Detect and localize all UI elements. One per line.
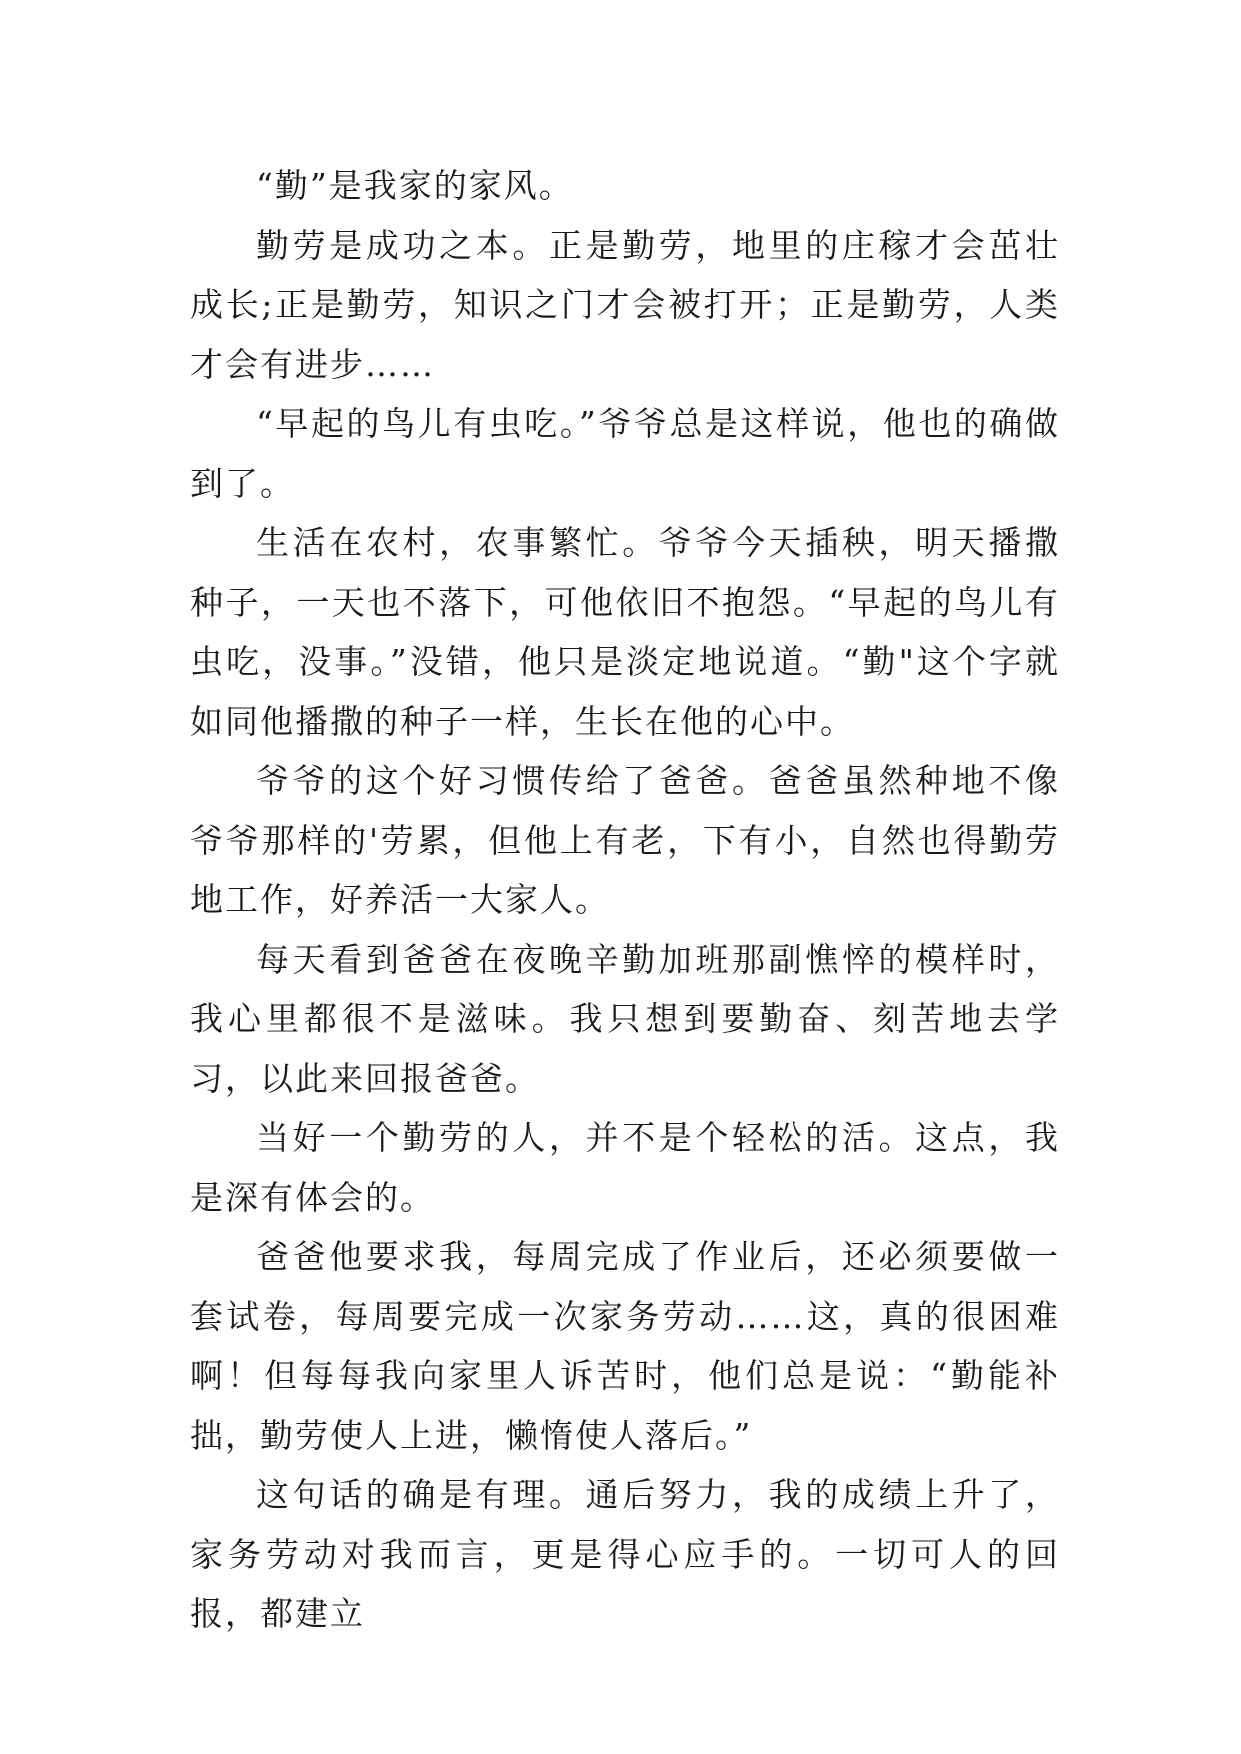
paragraph-9: 这句话的确是有理。通后努力，我的成绩上升了，家务劳动对我而言，更是得心应手的。一切可人的回报，都建立 [190,1475,1060,1633]
paragraph-6: 每天看到爸爸在夜晚辛勤加班那副憔悴的模样时，我心里都很不是滋味。我只想到要勤奋、刻苦地去学习，以此来回报爸爸。 [190,939,1060,1098]
paragraph-8: 爸爸他要求我，每周完成了作业后，还必须要做一套试卷，每周要完成一次家务劳动……这，真的很困难啊！但每每我向家里人诉苦时，他们总是说：“勤能补拙，勤劳使人上进，懒惰使人落后。” [190,1237,1060,1455]
paragraph-1: “勤”是我家的家风。 [256,166,574,205]
paragraph-3: “早起的鸟儿有虫吃。”爷爷总是这样说，他也的确做到了。 [190,404,1060,503]
paragraph-2: 勤劳是成功之本。正是勤劳，地里的庄稼才会茁壮成长;正是勤劳，知识之门才会被打开；正是勤劳，人类才会有进步…… [190,225,1060,384]
paragraph-5: 爷爷的这个好习惯传给了爸爸。爸爸虽然种地不像爷爷那样的'劳累，但他上有老，下有小，自然也得勤劳地工作，好养活一大家人。 [190,761,1060,919]
paragraph-4: 生活在农村，农事繁忙。爷爷今天插秧，明天播撒种子，一天也不落下，可他依旧不抱怨。“早起的鸟儿有虫吃，没事。”没错，他只是淡定地说道。“勤"这个字就如同他播撒的种子一样，生长在他的心中。 [190,523,1060,741]
article-body [190,156,1060,1644]
paragraph-7: 当好一个勤劳的人，并不是个轻松的活。这点，我是深有体会的。 [190,1118,1060,1217]
